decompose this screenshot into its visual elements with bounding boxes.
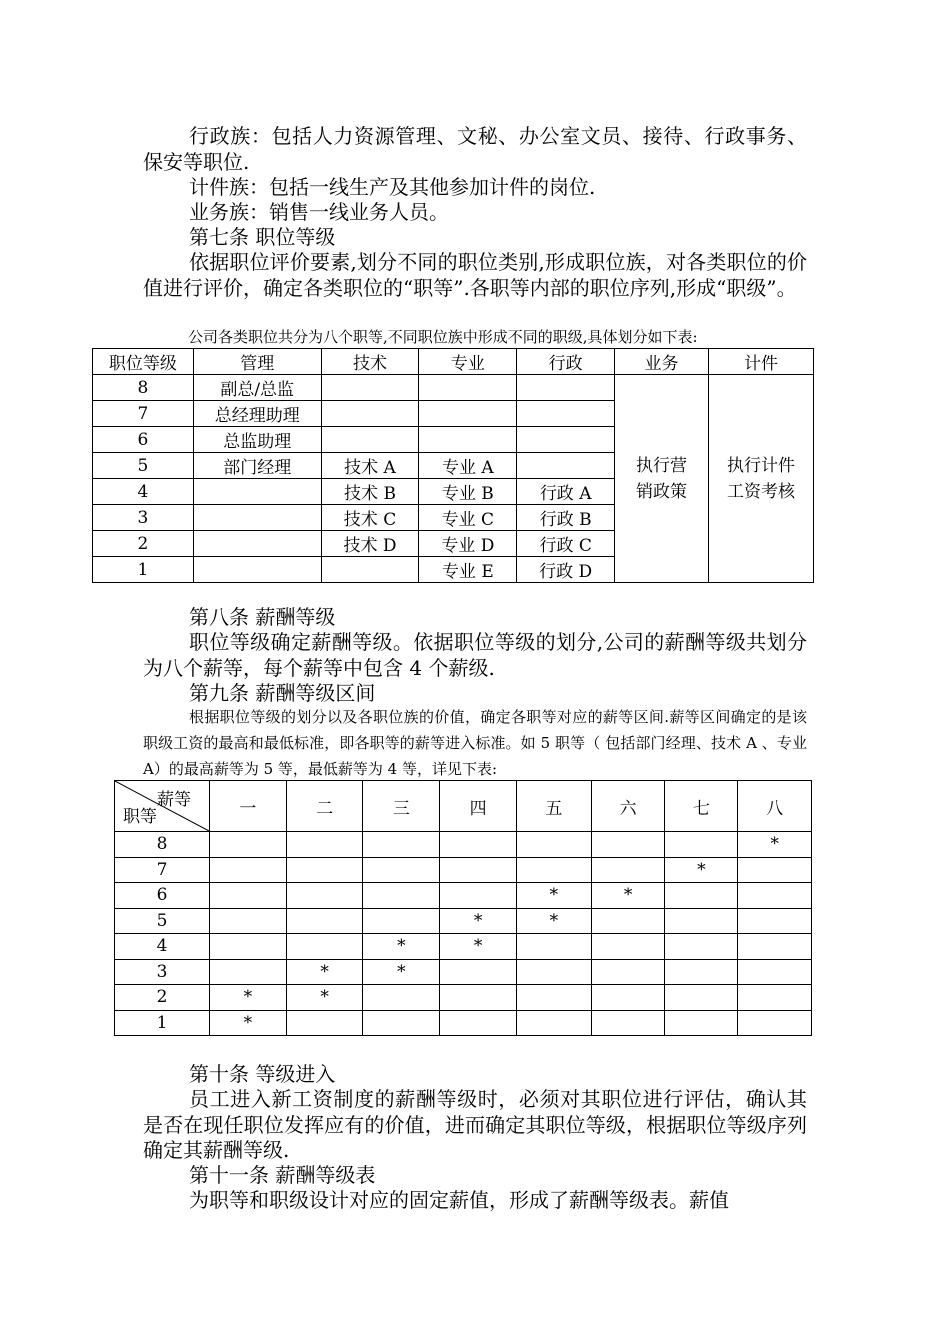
mark-cell xyxy=(665,985,738,1011)
mark-cell xyxy=(210,832,287,858)
mark-cell xyxy=(440,985,517,1011)
mgmt-cell: 总经理助理 xyxy=(193,401,321,427)
table-header-row xyxy=(93,349,814,375)
mark-cell xyxy=(738,857,812,883)
prof-cell xyxy=(419,401,517,427)
mark-cell xyxy=(665,934,738,960)
mark-cell xyxy=(210,908,287,934)
mark-cell xyxy=(516,1010,591,1036)
mark-cell xyxy=(516,857,591,883)
level-cell: 8 xyxy=(93,375,194,401)
mark-cell xyxy=(591,985,665,1011)
mark-cell xyxy=(738,985,812,1011)
heading-article-11: 第十一条 薪酬等级表 xyxy=(189,1163,376,1187)
table-row xyxy=(115,985,812,1011)
mark-cell xyxy=(286,857,363,883)
mark-cell xyxy=(363,832,440,858)
mark-cell xyxy=(591,934,665,960)
level-cell: 1 xyxy=(115,1010,210,1036)
mark-cell xyxy=(363,857,440,883)
mark-cell xyxy=(210,883,287,909)
table-row xyxy=(115,832,812,858)
prof-cell: 专业 B xyxy=(419,479,517,505)
mark-cell xyxy=(738,908,812,934)
mark-cell xyxy=(516,934,591,960)
sales-cell xyxy=(615,375,709,583)
paragraph-article-11: 为职等和职级设计对应的固定薪值，形成了薪酬等级表。薪值 xyxy=(189,1188,729,1212)
mark-cell xyxy=(440,832,517,858)
table-row xyxy=(115,934,812,960)
level-cell: 3 xyxy=(93,505,194,531)
admin-cell: 行政 D xyxy=(517,557,615,583)
tech-cell xyxy=(321,375,419,401)
mark-cell: * xyxy=(440,908,517,934)
level-cell: 5 xyxy=(115,908,210,934)
admin-cell xyxy=(517,401,615,427)
paragraph-sales-family: 业务族：销售一线业务人员。 xyxy=(189,200,449,224)
heading-article-10: 第十条 等级进入 xyxy=(189,1062,336,1086)
diagonal-corner-cell xyxy=(115,781,210,832)
mark-cell: * xyxy=(738,832,812,858)
paragraph-article-7: 依据职位评价要素,划分不同的职位类别,形成职位族，对各类职位的价值进行评价，确定各类职位的“职等”.各职等内部的职位序列,形成“职级”。 xyxy=(143,250,807,300)
mark-cell xyxy=(738,883,812,909)
mark-cell: * xyxy=(210,985,287,1011)
admin-cell xyxy=(517,427,615,453)
mgmt-cell xyxy=(193,505,321,531)
admin-cell: 行政 A xyxy=(517,479,615,505)
header-cell: 五 xyxy=(516,781,591,832)
mark-cell xyxy=(738,959,812,985)
mark-cell: * xyxy=(591,883,665,909)
mark-cell: * xyxy=(210,1010,287,1036)
header-cell: 一 xyxy=(210,781,287,832)
corner-bottom-label: 职等 xyxy=(123,807,157,827)
mark-cell xyxy=(665,908,738,934)
mark-cell: * xyxy=(440,934,517,960)
tech-cell xyxy=(321,401,419,427)
mark-cell xyxy=(591,832,665,858)
mark-cell xyxy=(286,1010,363,1036)
mark-cell: * xyxy=(286,959,363,985)
diagonal-header xyxy=(115,781,209,831)
paragraph-piece-family: 计件族：包括一线生产及其他参加计件的岗位. xyxy=(189,175,596,199)
prof-cell: 专业 D xyxy=(419,531,517,557)
level-cell: 2 xyxy=(93,531,194,557)
mark-cell: * xyxy=(665,857,738,883)
mark-cell xyxy=(286,883,363,909)
tech-cell: 技术 D xyxy=(321,531,419,557)
header-cell: 行政 xyxy=(517,349,615,375)
mark-cell xyxy=(738,1010,812,1036)
mark-cell xyxy=(591,1010,665,1036)
level-cell: 5 xyxy=(93,453,194,479)
level-cell: 7 xyxy=(93,401,194,427)
job-grade-table xyxy=(92,348,814,583)
mark-cell xyxy=(286,934,363,960)
tech-cell: 技术 B xyxy=(321,479,419,505)
mark-cell xyxy=(440,857,517,883)
mark-cell: * xyxy=(516,883,591,909)
prof-cell: 专业 A xyxy=(419,453,517,479)
mark-cell: * xyxy=(363,934,440,960)
table-row xyxy=(115,857,812,883)
mark-cell xyxy=(440,959,517,985)
table1-caption: 公司各类职位共分为八个职等,不同职位族中形成不同的职级,具体划分如下表: xyxy=(188,328,698,346)
tech-cell xyxy=(321,427,419,453)
heading-article-8: 第八条 薪酬等级 xyxy=(189,605,336,629)
prof-cell: 专业 E xyxy=(419,557,517,583)
table-row xyxy=(93,375,814,401)
mark-cell xyxy=(363,908,440,934)
mark-cell xyxy=(363,985,440,1011)
mark-cell xyxy=(516,959,591,985)
table-row xyxy=(115,883,812,909)
mark-cell xyxy=(210,857,287,883)
header-cell: 三 xyxy=(363,781,440,832)
corner-top-label: 薪等 xyxy=(157,790,191,810)
table-header-row xyxy=(115,781,812,832)
paragraph-article-9: 根据职位等级的划分以及各职位族的价值，确定各职等对应的薪等区间.薪等区间确定的是该职级工资的最高和最低标准，即各职等的薪等进入标准。如 5 职等（ 包括部门经理、技术 A 、专业 A）的最高薪等为 5 等，最低薪等为 4 等，详见下表: xyxy=(143,708,807,778)
mark-cell: * xyxy=(286,985,363,1011)
header-cell: 四 xyxy=(440,781,517,832)
mark-cell xyxy=(210,934,287,960)
header-cell: 管理 xyxy=(193,349,321,375)
heading-article-9: 第九条 薪酬等级区间 xyxy=(189,681,376,705)
header-cell: 职位等级 xyxy=(93,349,194,375)
mark-cell xyxy=(665,959,738,985)
paragraph-article-10: 员工进入新工资制度的薪酬等级时，必须对其职位进行评估，确认其是否在现任职位发挥应有的价值，进而确定其职位等级，根据职位等级序列确定其薪酬等级. xyxy=(143,1087,807,1162)
mark-cell xyxy=(440,1010,517,1036)
tech-cell: 技术 A xyxy=(321,453,419,479)
mark-cell xyxy=(591,857,665,883)
piece-text: 执行计件工资考核 xyxy=(727,455,795,502)
table-row xyxy=(115,908,812,934)
header-cell: 业务 xyxy=(615,349,709,375)
level-cell: 4 xyxy=(93,479,194,505)
table-row xyxy=(115,959,812,985)
paragraph-article-8: 职位等级确定薪酬等级。依据职位等级的划分,公司的薪酬等级共划分为八个薪等，每个薪等中包含 4 个薪级. xyxy=(143,630,807,680)
table-row xyxy=(115,1010,812,1036)
tech-cell xyxy=(321,557,419,583)
mark-cell: * xyxy=(516,908,591,934)
mark-cell xyxy=(363,883,440,909)
header-cell: 计件 xyxy=(709,349,814,375)
level-cell: 3 xyxy=(115,959,210,985)
level-cell: 2 xyxy=(115,985,210,1011)
mark-cell xyxy=(516,832,591,858)
header-cell: 专业 xyxy=(419,349,517,375)
mgmt-cell: 部门经理 xyxy=(193,453,321,479)
admin-cell: 行政 C xyxy=(517,531,615,557)
header-cell: 二 xyxy=(286,781,363,832)
header-cell: 七 xyxy=(665,781,738,832)
admin-cell: 行政 B xyxy=(517,505,615,531)
mgmt-cell: 副总/总监 xyxy=(193,375,321,401)
header-cell: 八 xyxy=(738,781,812,832)
mgmt-cell: 总监助理 xyxy=(193,427,321,453)
heading-article-7: 第七条 职位等级 xyxy=(189,225,336,249)
sales-text: 执行营销政策 xyxy=(636,455,688,502)
header-cell: 六 xyxy=(591,781,665,832)
mark-cell xyxy=(286,908,363,934)
mgmt-cell xyxy=(193,479,321,505)
prof-cell xyxy=(419,427,517,453)
paragraph-admin-family: 行政族：包括人力资源管理、文秘、办公室文员、接待、行政事务、保安等职位. xyxy=(143,124,807,174)
admin-cell xyxy=(517,375,615,401)
mark-cell xyxy=(363,1010,440,1036)
salary-grade-table xyxy=(114,780,812,1036)
tech-cell: 技术 C xyxy=(321,505,419,531)
level-cell: 8 xyxy=(115,832,210,858)
prof-cell: 专业 C xyxy=(419,505,517,531)
header-cell: 技术 xyxy=(321,349,419,375)
mark-cell xyxy=(210,959,287,985)
mark-cell xyxy=(738,934,812,960)
level-cell: 4 xyxy=(115,934,210,960)
mgmt-cell xyxy=(193,531,321,557)
mark-cell xyxy=(286,832,363,858)
level-cell: 6 xyxy=(93,427,194,453)
admin-cell xyxy=(517,453,615,479)
prof-cell xyxy=(419,375,517,401)
mark-cell xyxy=(665,1010,738,1036)
mark-cell xyxy=(665,832,738,858)
piece-cell xyxy=(709,375,814,583)
mark-cell xyxy=(591,959,665,985)
level-cell: 1 xyxy=(93,557,194,583)
level-cell: 7 xyxy=(115,857,210,883)
mark-cell xyxy=(516,985,591,1011)
mark-cell xyxy=(440,883,517,909)
mark-cell xyxy=(591,908,665,934)
mgmt-cell xyxy=(193,557,321,583)
mark-cell xyxy=(665,883,738,909)
mark-cell: * xyxy=(363,959,440,985)
level-cell: 6 xyxy=(115,883,210,909)
